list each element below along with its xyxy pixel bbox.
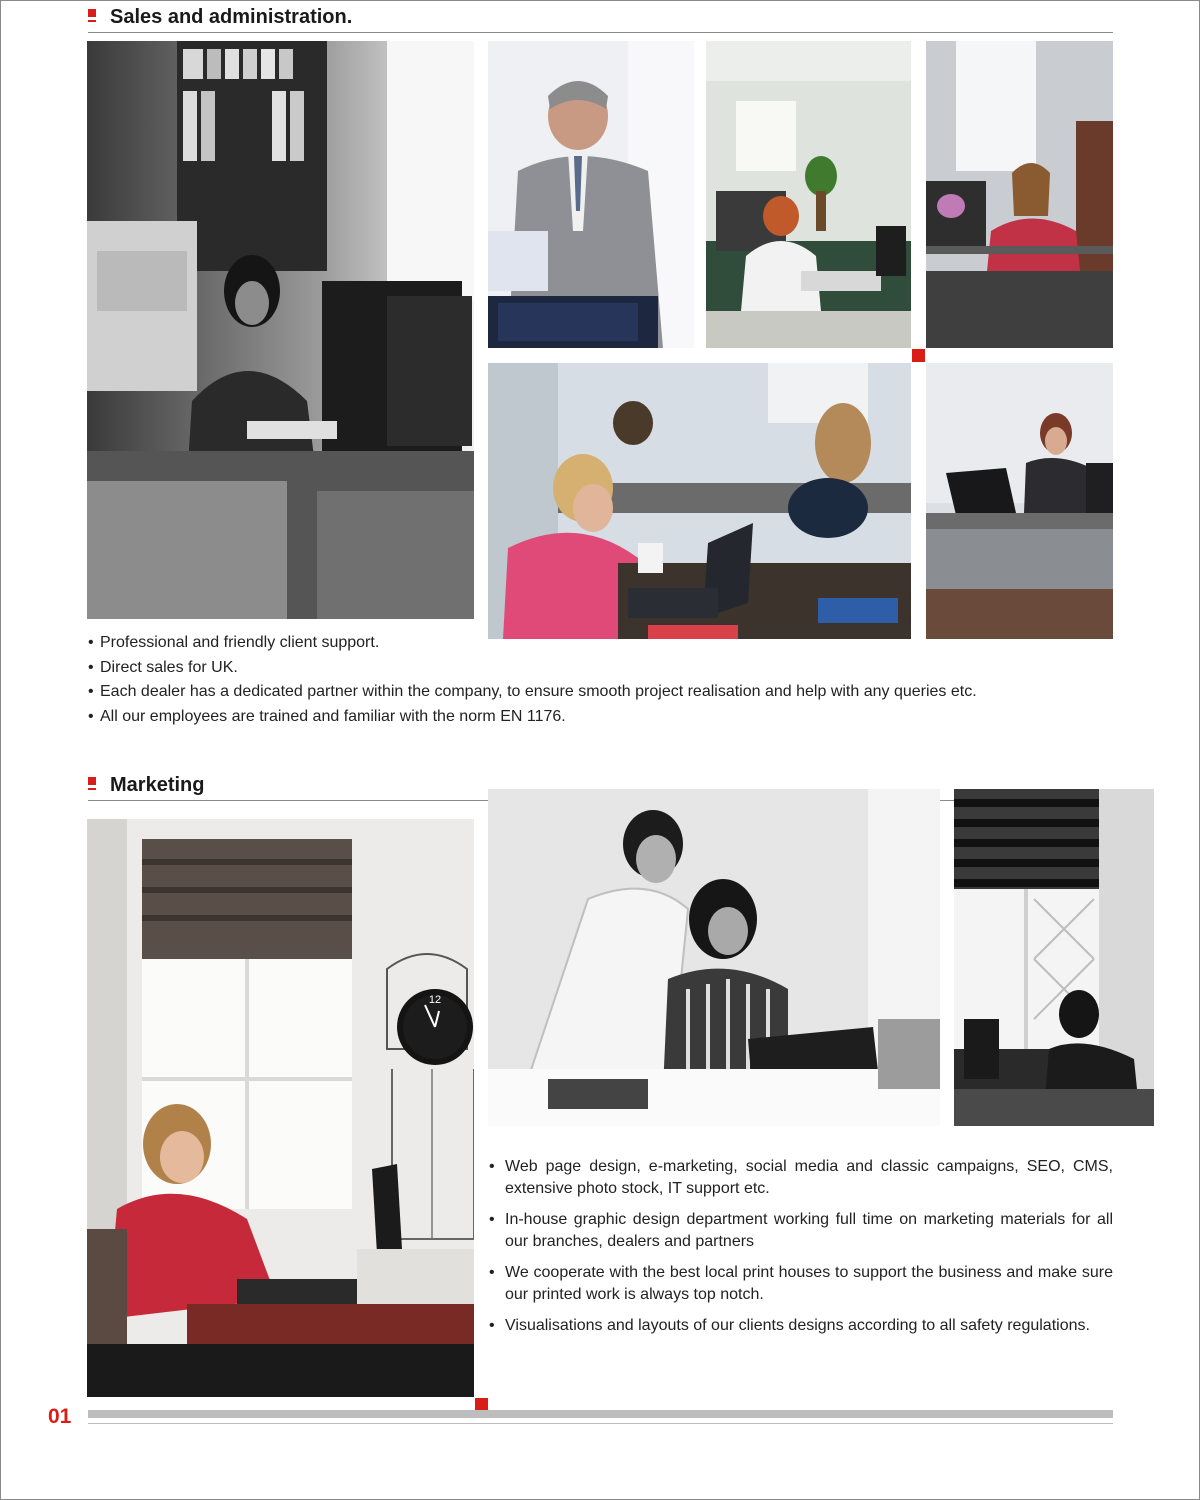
- marketing-bullet: • We cooperate with the best local print houses to support the business and make sure our printed work is always top notch.: [487, 1262, 1113, 1306]
- sales-title-rule: [88, 32, 1113, 33]
- photo-office-bw-woman: [87, 41, 474, 619]
- clock-number: 12: [428, 994, 442, 1006]
- section-marker-icon: [88, 9, 96, 17]
- sales-bullet: • Direct sales for UK.: [88, 656, 1113, 681]
- section-marker-dash: [88, 20, 96, 22]
- photo-bw-woman-window: [954, 789, 1154, 1126]
- marketing-section-title: Marketing: [110, 774, 205, 796]
- section-marker-dash: [88, 788, 96, 790]
- sales-section-title: Sales and administration.: [110, 6, 353, 28]
- sales-bullet-list: [88, 631, 1113, 729]
- section-marker-icon: [88, 777, 96, 785]
- marketing-bullet: • Web page design, e-marketing, social media and classic campaigns, SEO, CMS, extensive photo stock, IT support etc.: [487, 1156, 1113, 1200]
- marketing-bullet: • In-house graphic design department working full time on marketing materials for all our branches, dealers and partners: [487, 1209, 1113, 1253]
- accent-square: [912, 349, 925, 362]
- photo-bw-two-women-laptop: [488, 789, 940, 1126]
- photo-woman-red-clock: [87, 819, 474, 1397]
- sales-bullet: • Each dealer has a dedicated partner within the company, to ensure smooth project realisation and help with any queries etc.: [88, 680, 1113, 705]
- marketing-bullet-list: [487, 1156, 1113, 1346]
- footer-rule: [88, 1423, 1113, 1424]
- sales-bullet: • All our employees are trained and familiar with the norm EN 1176.: [88, 705, 1113, 730]
- footer-bar: [88, 1410, 1113, 1418]
- photo-women-laptops: [488, 363, 911, 639]
- marketing-bullet: • Visualisations and layouts of our clients designs according to all safety regulations.: [487, 1315, 1113, 1337]
- page-number: 01: [48, 1405, 72, 1428]
- sales-bullet: • Professional and friendly client support.: [88, 631, 1113, 656]
- photo-open-office: [706, 41, 911, 348]
- photo-woman-red-top: [926, 41, 1113, 348]
- photo-man-grey-suit: [488, 41, 694, 348]
- photo-woman-laptop-desk: [926, 363, 1113, 639]
